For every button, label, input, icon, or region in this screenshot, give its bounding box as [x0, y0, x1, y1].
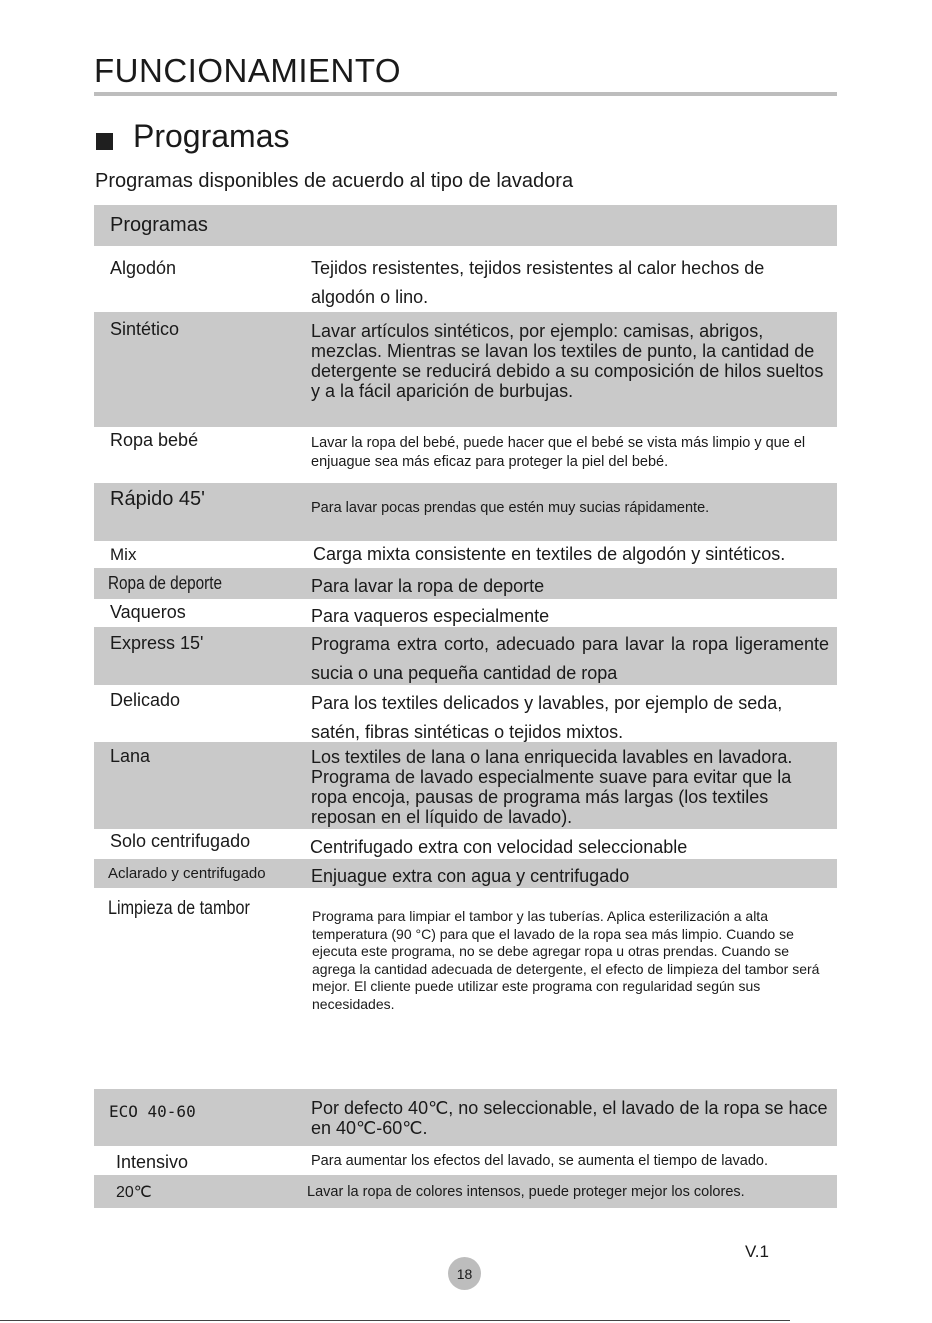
program-description: Tejidos resistentes, tejidos resistentes al calor hechos de algodón o lino.	[311, 258, 765, 307]
program-description: Para vaqueros especialmente	[311, 606, 550, 626]
table-row	[94, 627, 837, 685]
program-description: Enjuague extra con agua y centrifugado	[311, 866, 630, 886]
program-name: Ropa bebé	[110, 430, 199, 450]
table-row	[94, 888, 837, 1089]
program-description: Lavar la ropa del bebé, puede hacer que el bebé se vista más limpio y que el enjuague sea más eficaz para proteger la piel del bebé.	[311, 435, 806, 470]
program-name: Intensivo	[116, 1152, 189, 1172]
program-description: Lavar la ropa de colores intensos, puede proteger mejor los colores.	[307, 1184, 745, 1200]
bullet-square-icon	[96, 133, 113, 150]
programs-table	[94, 205, 837, 1208]
program-description: Por defecto 40℃, no seleccionable, el lavado de la ropa se hace en 40℃-60℃.	[311, 1098, 828, 1138]
program-name: Sintético	[110, 319, 180, 339]
program-name: 20℃	[116, 1184, 152, 1201]
program-name: Mix	[110, 545, 137, 564]
table-row	[94, 568, 837, 599]
program-name: Aclarado y centrifugado	[108, 865, 266, 882]
table-row	[94, 483, 837, 541]
program-name: Algodón	[110, 258, 177, 278]
program-description: Para lavar pocas prendas que estén muy sucias rápidamente.	[311, 500, 710, 516]
table-row	[94, 1146, 837, 1175]
table-row	[94, 859, 837, 888]
program-description: Programa extra corto, adecuado para lavar la ropa ligeramente sucia o una pequeña cantidad de ropa	[311, 634, 829, 683]
table-row	[94, 427, 837, 483]
program-description: Centrifugado extra con velocidad seleccionable	[310, 837, 688, 857]
table-row	[94, 1089, 837, 1146]
table-row	[94, 599, 837, 627]
program-description: Programa para limpiar el tambor y las tuberías. Aplica esterilización a alta temperatura (90 °C) para que el lavado de la ropa sea más limpio. Cuando se ejecuta este programa, no se debe agregar ropa u otras prendas. Cuando se agrega la cantidad adecuada de detergente, el efecto de limpieza del tambor será mejor. El cliente puede utilizar este programa con regularidad según sus necesidades.	[312, 908, 820, 1012]
section-title-rule	[94, 92, 837, 96]
intro-text: Programas disponibles de acuerdo al tipo de lavadora	[95, 170, 574, 192]
table-row	[94, 541, 837, 568]
program-name: Vaqueros	[110, 602, 186, 622]
program-description: Para aumentar los efectos del lavado, se aumenta el tiempo de lavado.	[311, 1153, 769, 1169]
table-row	[94, 829, 837, 859]
program-description: Los textiles de lana o lana enriquecida lavables en lavadora. Programa de lavado especialmente suave para evitar que la ropa encoja, pausas de programa más largas (los textiles reposan en el líquido de lavado).	[311, 747, 793, 827]
program-name: Limpieza de tambor	[108, 898, 250, 919]
program-name: Lana	[110, 746, 151, 766]
program-name: Solo centrifugado	[110, 831, 251, 851]
program-description: Carga mixta consistente en textiles de algodón y sintéticos.	[313, 544, 786, 564]
program-name: Ropa de deporte	[108, 573, 222, 593]
table-header-label: Programas	[110, 214, 208, 236]
page-number-badge	[448, 1257, 481, 1290]
section-title: FUNCIONAMIENTO	[94, 52, 402, 89]
program-name: Express 15'	[110, 633, 204, 653]
table-row	[94, 685, 837, 742]
program-name: Delicado	[110, 690, 181, 710]
table-header-row	[94, 205, 837, 246]
program-name: ECO 40-60	[109, 1102, 196, 1121]
subsection-title: Programas	[133, 118, 290, 154]
program-name: Rápido 45'	[110, 488, 205, 510]
version-label: V.1	[745, 1242, 769, 1261]
program-description: Lavar artículos sintéticos, por ejemplo: camisas, abrigos, mezclas. Mientras se lavan los textiles de punto, la cantidad de detergente se reducirá debido a su composición de hilos sueltos y a la fácil aparición de burbujas.	[311, 321, 824, 401]
program-description: Para lavar la ropa de deporte	[311, 576, 545, 596]
table-row	[94, 312, 837, 427]
table-row	[94, 246, 837, 312]
table-row	[94, 742, 837, 829]
program-description: Para los textiles delicados y lavables, por ejemplo de seda, satén, fibras sintéticas o tejidos mixtos.	[311, 693, 783, 742]
table-row	[94, 1175, 837, 1208]
bottom-rule	[0, 1320, 790, 1321]
page-number: 18	[456, 1265, 473, 1282]
